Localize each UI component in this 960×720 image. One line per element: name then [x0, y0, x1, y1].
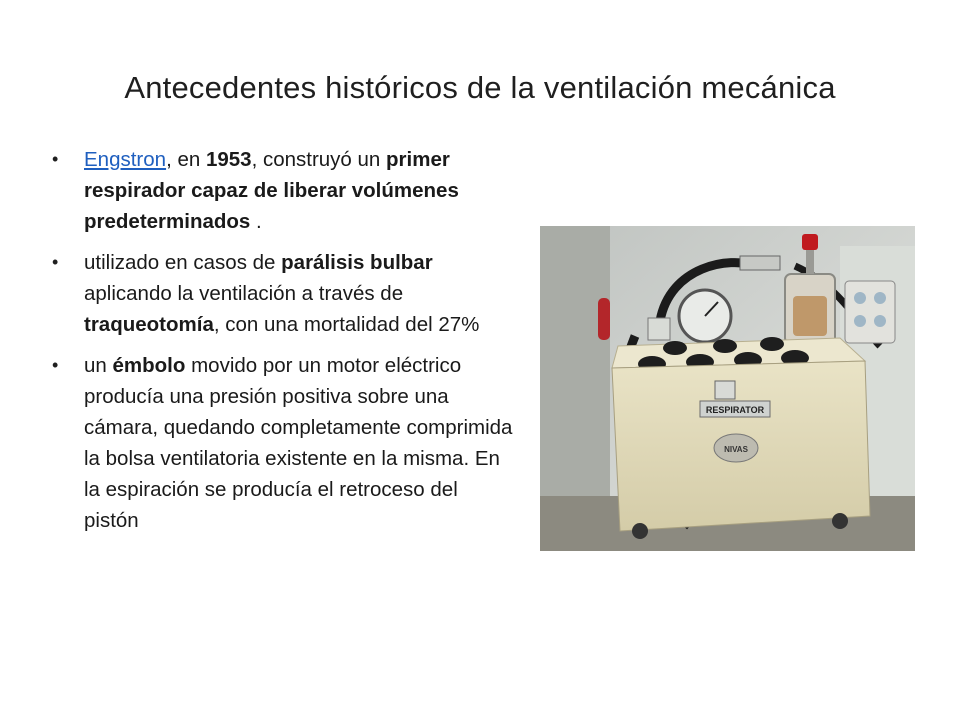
bullet-text: movido por un motor eléctrico producía una presión positiva sobre una cámara, quedando completamente comprimida la bolsa ventilatoria existente en la misma. En la espiración se producía el retroceso del pistón [84, 354, 513, 532]
bullet-text: utilizado en casos de [84, 251, 282, 274]
engstron-link[interactable]: Engstron [84, 148, 167, 171]
bullet-dot-icon: • [52, 252, 59, 272]
bullet-dot-icon: • [52, 355, 59, 375]
bullet-dot-icon: • [52, 149, 59, 169]
respirator-illustration [540, 226, 915, 551]
bullet-bold-text: émbolo [112, 354, 186, 377]
bullet-text: , con una mortalidad del 27% [213, 313, 480, 336]
respirator-plate-label: RESPIRATOR [705, 405, 765, 415]
bullet-bold-text: parálisis bulbar [281, 251, 433, 274]
bullet-bold-text: traqueotomía [84, 313, 214, 336]
respirator-photo [540, 226, 915, 551]
slide-title: Antecedentes históricos de la ventilación mecánica [124, 70, 836, 105]
bullet-text: , construyó un [251, 148, 387, 171]
bullet-item-engstron [48, 144, 518, 237]
bullet-text: . [250, 210, 262, 233]
bullet-item-embolo [48, 350, 518, 536]
respirator-brand-label: NIVAS [724, 445, 748, 454]
bullet-list [48, 144, 518, 546]
bullet-item-paralisis [48, 247, 518, 340]
bullet-text: un [84, 354, 113, 377]
bullet-text: , en [166, 148, 206, 171]
bullet-bold-text: 1953 [205, 148, 252, 171]
bullet-bold-text: primer respirador capaz de liberar volúmenes predeterminados [84, 148, 459, 233]
bullet-text: aplicando la ventilación a través de [84, 282, 404, 305]
